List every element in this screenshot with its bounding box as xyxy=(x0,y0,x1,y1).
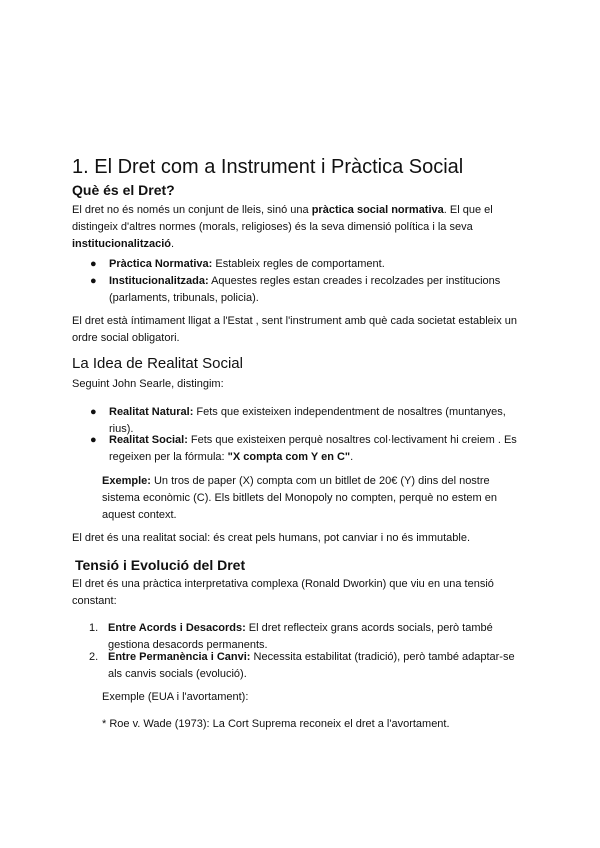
bullet-text: Aquestes regles estan creades i recolzades per institucions (parlaments, tribunals, policia). xyxy=(109,275,501,304)
bold-term: pràctica social normativa xyxy=(311,204,444,216)
example-label: Exemple: xyxy=(102,475,151,487)
formula: "X compta com Y en C" xyxy=(227,451,351,463)
paragraph-exemple-eua: Exemple (EUA i l'avortament): xyxy=(102,691,249,703)
paragraph-exemple xyxy=(102,473,502,524)
bullet-content xyxy=(109,256,509,273)
page-title: 1. El Dret com a Instrument i Pràctica Social xyxy=(72,156,464,178)
paragraph-dworkin: El dret és una pràctica interpretativa complexa (Ronald Dworkin) que viu en una tensió constant: xyxy=(72,578,494,607)
bullet-content xyxy=(109,273,509,307)
bullet-term: Realitat Social: xyxy=(109,434,188,446)
item-content xyxy=(108,649,528,683)
text-run: . El que el distingeix d'altres normes (morals, religioses) és la seva dimensió política i la seva xyxy=(72,204,493,233)
bullet-marker: ● xyxy=(90,258,97,270)
paragraph-searle-intro: Seguint John Searle, distingim: xyxy=(72,378,224,390)
text-run: . xyxy=(171,238,175,250)
item-term: Entre Acords i Desacords: xyxy=(108,622,246,634)
bullet-marker: ● xyxy=(90,434,97,446)
number-marker: 2. xyxy=(89,651,99,663)
section-heading-que-es-el-dret: Què és el Dret? xyxy=(72,182,175,198)
paragraph-realitat-dret: El dret és una realitat social: és creat pels humans, pot canviar i no és immutable. xyxy=(72,532,471,544)
bold-term: institucionalització xyxy=(72,238,172,250)
section-heading-realitat-social: La Idea de Realitat Social xyxy=(72,355,243,372)
bullet-text: Fets que existeixen perquè nosaltres col·lectivament hi creiem . Es regeixen per la fórmula: xyxy=(109,434,517,463)
bullet-text: Estableix regles de comportament. xyxy=(212,258,385,270)
bullet-text: Fets que existeixen independentment de nosaltres (muntanyes, rius). xyxy=(109,406,506,435)
bullet-term: Institucionalitzada: xyxy=(109,275,209,287)
number-marker: 1. xyxy=(89,622,99,634)
item-term: Entre Permanència i Canvi: xyxy=(108,651,251,663)
bullet-text-end: . xyxy=(350,451,354,463)
item-text: Necessita estabilitat (tradició), però també adaptar-se als canvis socials (evolució). xyxy=(108,651,515,680)
example-text: Un tros de paper (X) compta com un bitllet de 20€ (Y) dins del nostre sistema econòmic (C). Els bitllets del Monopoly no compten, perquè no estem en aquest context. xyxy=(102,475,497,521)
text-run: El dret no és només un conjunt de lleis, sinó una xyxy=(72,204,312,216)
paragraph-definition xyxy=(72,202,528,253)
paragraph-roe-wade: * Roe v. Wade (1973): La Cort Suprema reconeix el dret a l'avortament. xyxy=(102,718,450,730)
section-heading-tensio: Tensió i Evolució del Dret xyxy=(75,557,246,573)
bullet-content xyxy=(109,432,519,466)
bullet-term: Realitat Natural: xyxy=(109,406,194,418)
bullet-term: Pràctica Normativa: xyxy=(109,258,213,270)
paragraph-estat: El dret està íntimament lligat a l'Estat , sent l'instrument amb què cada societat estableix un ordre social obligatori. xyxy=(72,315,518,344)
item-text: El dret reflecteix grans acords socials, però també gestiona desacords permanents. xyxy=(108,622,493,651)
bullet-marker: ● xyxy=(90,406,97,418)
bullet-marker: ● xyxy=(90,275,97,287)
